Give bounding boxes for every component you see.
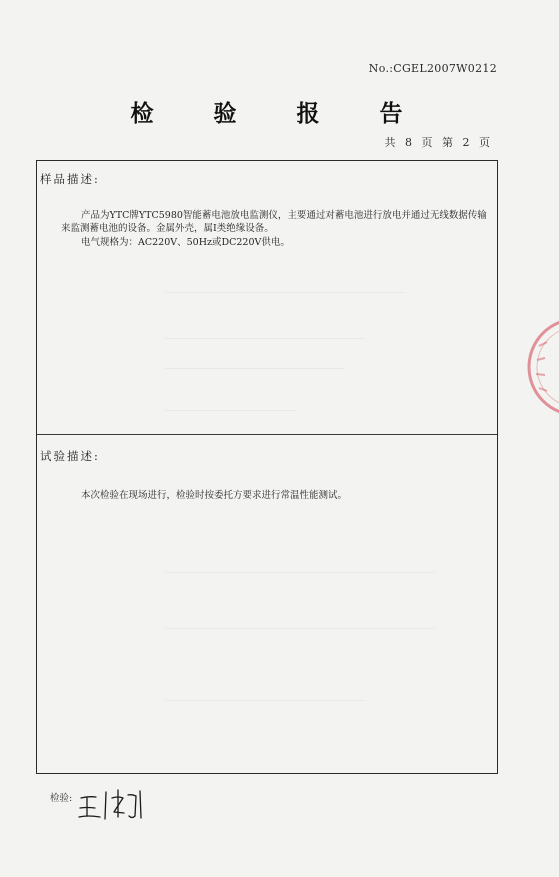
report-number: No.:CGEL2007W0212 <box>368 62 497 75</box>
inspector-label: 检验: <box>50 793 73 804</box>
sample-description-heading: 样品描述: <box>40 172 100 186</box>
test-description-text: 本次检验在现场进行，检验时按委托方要求进行常温性能测试。 <box>81 490 348 501</box>
signature-icon <box>78 786 158 826</box>
stamp-icon <box>517 312 559 426</box>
test-description-heading: 试验描述: <box>40 449 100 463</box>
sample-description-text: 产品为YTC牌YTC5980智能蓄电池放电监测仪，主要通过对蓄电池进行放电并通过无线数据传输来监测蓄电池的设备。金属外壳，属I类绝缘设备。 <box>61 210 487 234</box>
report-title: 检 验 报 告 <box>130 100 429 127</box>
electrical-spec-text: 电气规格为：AC220V、50Hz或DC220V供电。 <box>81 237 290 248</box>
content-frame <box>36 160 498 774</box>
page-indicator: 共 8 页 第 2 页 <box>384 136 493 149</box>
section-divider <box>37 434 497 435</box>
